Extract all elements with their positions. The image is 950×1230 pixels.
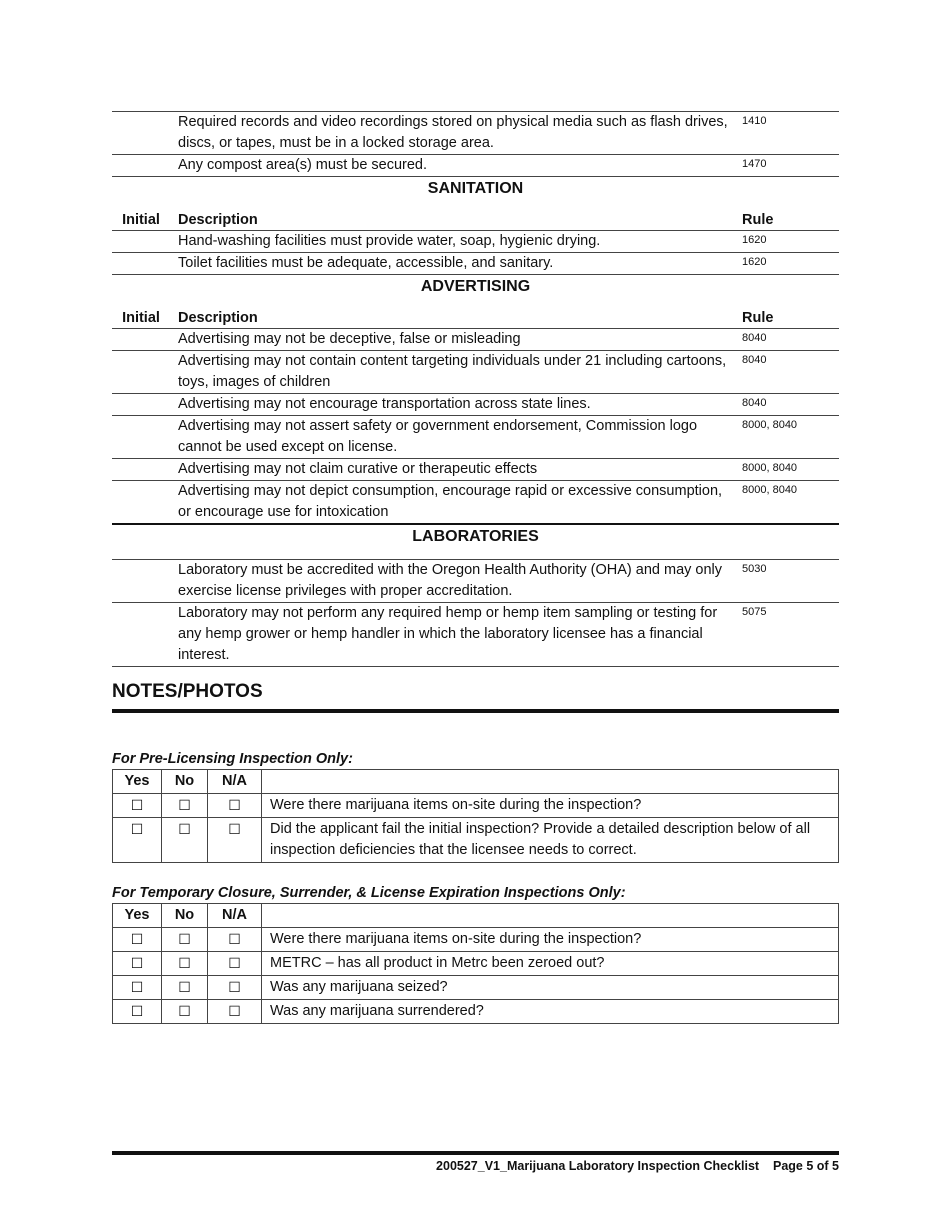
- table-row: [112, 112, 839, 155]
- table-row: [113, 1000, 839, 1024]
- question-header: [262, 770, 839, 794]
- no-checkbox[interactable]: ☐: [162, 794, 208, 818]
- rule-cell: 1620: [734, 253, 839, 275]
- table-row: [112, 394, 839, 416]
- temporary-closure-table: [112, 903, 839, 1024]
- table-row: [112, 155, 839, 177]
- sanitation-table: [112, 209, 839, 275]
- rule-cell: 5075: [734, 603, 839, 667]
- initial-cell[interactable]: [112, 155, 170, 177]
- initial-header: Initial: [112, 209, 170, 231]
- description-cell: Required records and video recordings stored on physical media such as flash drives, discs, or tapes, must be in a locked storage area.: [170, 112, 734, 155]
- table-row: [113, 952, 839, 976]
- initial-cell[interactable]: [112, 416, 170, 459]
- rule-cell: 1620: [734, 231, 839, 253]
- description-header: Description: [170, 307, 734, 329]
- initial-cell[interactable]: [112, 329, 170, 351]
- yes-checkbox[interactable]: ☐: [113, 1000, 162, 1024]
- rule-header: Rule: [734, 307, 839, 329]
- table-row: [112, 560, 839, 603]
- initial-cell[interactable]: [112, 481, 170, 525]
- initial-cell[interactable]: [112, 231, 170, 253]
- initial-cell[interactable]: [112, 253, 170, 275]
- no-checkbox[interactable]: ☐: [162, 976, 208, 1000]
- yes-checkbox[interactable]: ☐: [113, 976, 162, 1000]
- no-checkbox[interactable]: ☐: [162, 928, 208, 952]
- table-row: [113, 976, 839, 1000]
- table-row: [113, 928, 839, 952]
- table-row: [112, 329, 839, 351]
- yes-header: Yes: [113, 904, 162, 928]
- security-continuation-table: [112, 111, 839, 177]
- yes-header: Yes: [113, 770, 162, 794]
- initial-cell[interactable]: [112, 603, 170, 667]
- yes-checkbox[interactable]: ☐: [113, 794, 162, 818]
- initial-header: Initial: [112, 307, 170, 329]
- description-cell: Hand-washing facilities must provide water, soap, hygienic drying.: [170, 231, 734, 253]
- yes-checkbox[interactable]: ☐: [113, 818, 162, 863]
- description-cell: Toilet facilities must be adequate, accessible, and sanitary.: [170, 253, 734, 275]
- advertising-title: ADVERTISING: [420, 278, 531, 295]
- description-cell: Advertising may not depict consumption, encourage rapid or excessive consumption, or encourage use for intoxication: [170, 481, 734, 525]
- question-text: Were there marijuana items on-site during the inspection?: [262, 794, 839, 818]
- notes-divider: [112, 709, 839, 713]
- table-header-row: [113, 904, 839, 928]
- rule-cell: 8040: [734, 394, 839, 416]
- table-header-row: [112, 307, 839, 329]
- question-header: [262, 904, 839, 928]
- question-text: Was any marijuana surrendered?: [262, 1000, 839, 1024]
- rule-cell: 8040: [734, 351, 839, 394]
- table-row: [112, 253, 839, 275]
- advertising-table: [112, 307, 839, 525]
- na-checkbox[interactable]: ☐: [208, 928, 262, 952]
- rule-cell: 1470: [734, 155, 839, 177]
- question-text: METRC – has all product in Metrc been zeroed out?: [262, 952, 839, 976]
- description-cell: Laboratory may not perform any required hemp or hemp item sampling or testing for any hemp grower or hemp handler in which the laboratory licensee has a financial interest.: [170, 603, 734, 667]
- description-cell: Laboratory must be accredited with the Oregon Health Authority (OHA) and may only exercise license privileges with proper accreditation.: [170, 560, 734, 603]
- rule-cell: 1410: [734, 112, 839, 155]
- sanitation-title: SANITATION: [427, 180, 524, 197]
- na-checkbox[interactable]: ☐: [208, 794, 262, 818]
- table-row: [113, 794, 839, 818]
- question-text: Did the applicant fail the initial inspection? Provide a detailed description below of all inspection deficiencies that the licensee needs to correct.: [262, 818, 839, 863]
- initial-cell[interactable]: [112, 351, 170, 394]
- rule-header: Rule: [734, 209, 839, 231]
- description-header: Description: [170, 209, 734, 231]
- na-checkbox[interactable]: ☐: [208, 952, 262, 976]
- description-cell: Advertising may not be deceptive, false or misleading: [170, 329, 734, 351]
- table-header-row: [113, 770, 839, 794]
- pre-licensing-title: For Pre-Licensing Inspection Only:: [112, 751, 353, 767]
- table-row: [112, 231, 839, 253]
- rule-cell: 8000, 8040: [734, 416, 839, 459]
- footer-document-name: 200527_V1_Marijuana Laboratory Inspection Checklist: [436, 1159, 760, 1173]
- table-row: [113, 818, 839, 863]
- no-checkbox[interactable]: ☐: [162, 952, 208, 976]
- pre-licensing-table: [112, 769, 839, 863]
- initial-cell[interactable]: [112, 560, 170, 603]
- laboratories-table: [112, 559, 839, 667]
- table-row: [112, 416, 839, 459]
- description-cell: Advertising may not claim curative or therapeutic effects: [170, 459, 734, 481]
- table-row: [112, 351, 839, 394]
- table-row: [112, 603, 839, 667]
- notes-photos-title: NOTES/PHOTOS: [112, 681, 263, 702]
- table-row: [112, 459, 839, 481]
- na-header: N/A: [208, 904, 262, 928]
- na-checkbox[interactable]: ☐: [208, 976, 262, 1000]
- na-header: N/A: [208, 770, 262, 794]
- question-text: Were there marijuana items on-site during the inspection?: [262, 928, 839, 952]
- question-text: Was any marijuana seized?: [262, 976, 839, 1000]
- yes-checkbox[interactable]: ☐: [113, 952, 162, 976]
- description-cell: Any compost area(s) must be secured.: [170, 155, 734, 177]
- no-header: No: [162, 770, 208, 794]
- no-header: No: [162, 904, 208, 928]
- description-cell: Advertising may not assert safety or government endorsement, Commission logo cannot be used except on license.: [170, 416, 734, 459]
- na-checkbox[interactable]: ☐: [208, 1000, 262, 1024]
- initial-cell[interactable]: [112, 112, 170, 155]
- temporary-closure-title: For Temporary Closure, Surrender, & License Expiration Inspections Only:: [112, 885, 626, 901]
- description-cell: Advertising may not contain content targeting individuals under 21 including cartoons, toys, images of children: [170, 351, 734, 394]
- table-row: [112, 481, 839, 525]
- page-footer: [436, 1158, 839, 1174]
- na-checkbox[interactable]: ☐: [208, 818, 262, 863]
- initial-cell[interactable]: [112, 459, 170, 481]
- footer-divider: [112, 1151, 839, 1155]
- footer-page-number: Page 5 of 5: [773, 1159, 839, 1173]
- page-content: [112, 111, 839, 1024]
- description-cell: Advertising may not encourage transportation across state lines.: [170, 394, 734, 416]
- no-checkbox[interactable]: ☐: [162, 1000, 208, 1024]
- no-checkbox[interactable]: ☐: [162, 818, 208, 863]
- rule-cell: 5030: [734, 560, 839, 603]
- rule-cell: 8000, 8040: [734, 481, 839, 525]
- rule-cell: 8040: [734, 329, 839, 351]
- rule-cell: 8000, 8040: [734, 459, 839, 481]
- initial-cell[interactable]: [112, 394, 170, 416]
- laboratories-title: LABORATORIES: [412, 528, 539, 545]
- table-header-row: [112, 209, 839, 231]
- yes-checkbox[interactable]: ☐: [113, 928, 162, 952]
